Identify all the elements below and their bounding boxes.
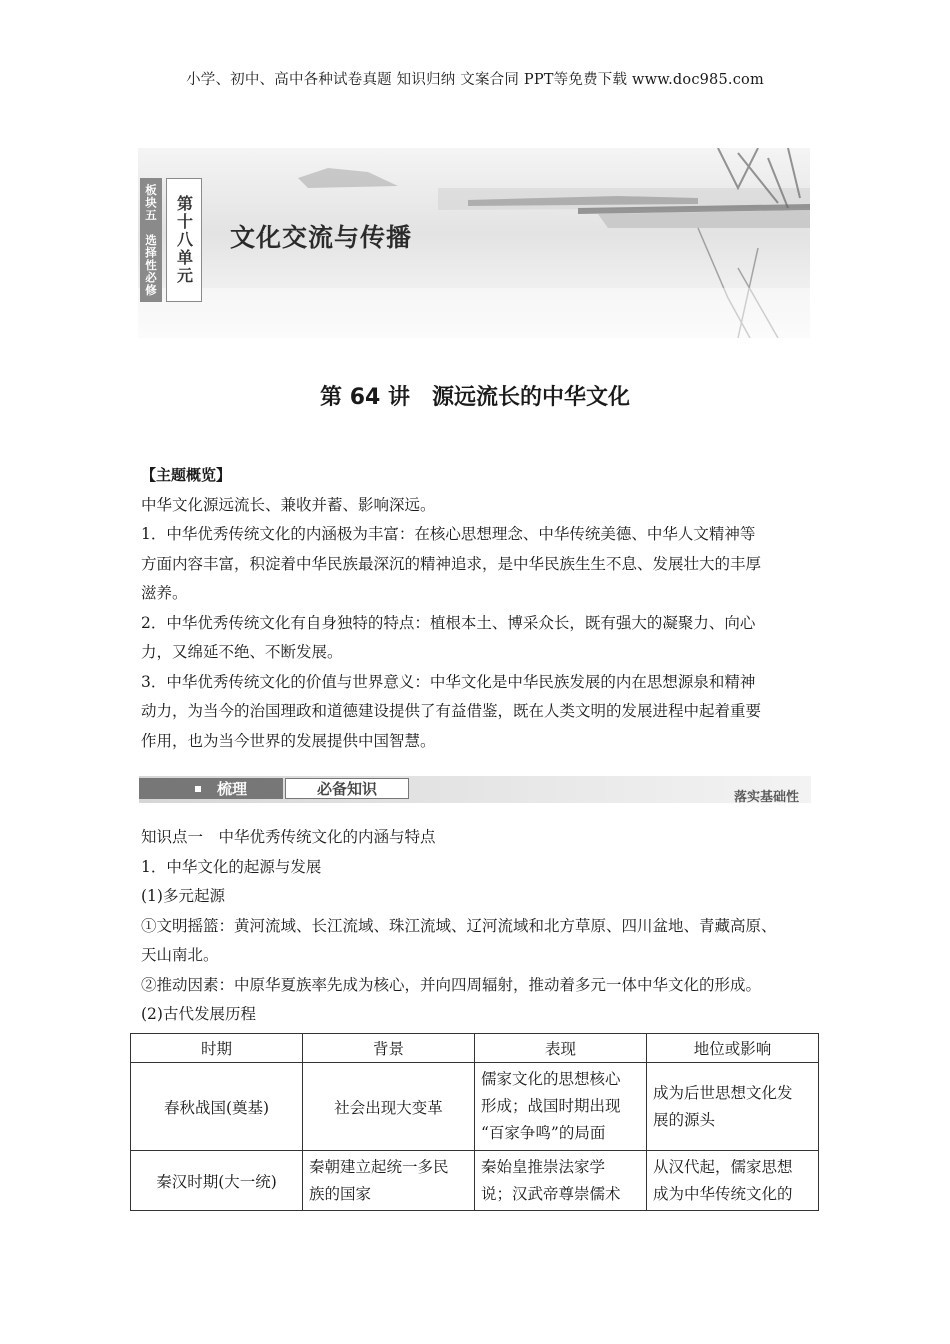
unit-label: 第十八单元 [166,178,202,302]
square-bullet-icon [195,786,201,792]
table-cell [303,1151,475,1211]
knowledge-line: ①文明摇篮：黄河流域、长江流域、珠江流域、辽河流域和北方草原、四川盆地、青藏高原、 [141,916,777,935]
cell-line: 展的源头 [653,1110,716,1129]
knowledge-line: 天山南北。 [141,946,219,964]
overview-line: 作用，也为当今世界的发展提供中国智慧。 [141,731,436,750]
knowledge-line: (1)多元起源 [141,887,225,905]
cell-line: 秦朝建立起统一多民 [309,1157,449,1176]
table-header: 地位或影响 [647,1034,819,1063]
cell-line: 从汉代起，儒家思想 [653,1157,793,1176]
overview-section [141,461,821,756]
unit-title: 文化交流与传播 [230,223,413,252]
overview-line: 滋养。 [141,584,188,602]
overview-line: 方面内容丰富，积淀着中华民族最深沉的精神追求，是中华民族生生不息、发展壮大的丰厚 [141,554,762,573]
knowledge-section [141,823,821,1030]
knowledge-line: ②推动因素：中原华夏族率先成为核心，并向四周辐射，推动着多元一体中华文化的形成。 [141,975,762,994]
table-cell: 秦汉时期(大一统) [131,1151,303,1211]
cell-line: 族的国家 [309,1184,372,1203]
knowledge-line: (2)古代发展历程 [141,1005,256,1023]
cell-line: 儒家文化的思想核心 [481,1070,621,1088]
section-bar [139,776,811,803]
page-header-line: 小学、初中、高中各种试卷真题 知识归纳 文案合同 PPT等免费下载 www.doc985.com [186,72,764,88]
knowledge-line: 知识点一 中华优秀传统文化的内涵与特点 [141,828,436,846]
table-header-row [131,1034,819,1063]
cell-line: 成为中华传统文化的 [653,1184,793,1203]
cell-line: 秦始皇推崇法家学 [481,1157,606,1176]
table-cell [647,1151,819,1211]
cell-line: 说；汉武帝尊崇儒术 [481,1184,621,1203]
table-header: 背景 [303,1034,475,1063]
section-tag: 板块五 选择性必修 [140,178,162,302]
table-row [131,1063,819,1151]
overview-line: 3．中华优秀传统文化的价值与世界意义：中华文化是中华民族发展的内在思想源泉和精神 [141,672,756,691]
section-bar-light-label: 必备知识 [285,778,409,799]
cell-line: “百家争鸣”的局面 [481,1124,606,1142]
table-cell: 春秋战国(奠基) [131,1063,303,1151]
table-cell [647,1063,819,1151]
overview-line: 2．中华优秀传统文化有自身独特的特点：植根本土、博采众长，既有强大的凝聚力、向心 [141,613,756,632]
section-bar-dark [139,778,283,799]
table-cell [475,1151,647,1211]
overview-heading: 【主题概览】 [141,466,232,484]
table-cell [475,1063,647,1151]
table-row [131,1151,819,1211]
table-header: 时期 [131,1034,303,1063]
cell-line: 形成；战国时期出现 [481,1097,621,1115]
history-table [130,1033,819,1211]
table-cell: 社会出现大变革 [303,1063,475,1151]
cell-line: 成为后世思想文化发 [653,1083,793,1102]
section-bar-dark-label: 梳理 [217,780,248,798]
overview-line: 中华文化源远流长、兼收并蓄、影响深远。 [141,495,436,514]
table-header: 表现 [475,1034,647,1063]
unit-banner [138,148,810,338]
knowledge-line: 1．中华文化的起源与发展 [141,857,322,876]
section-bar-right-label: 落实基础性 [733,790,799,805]
overview-line: 力，又绵延不绝、不断发展。 [141,643,343,661]
overview-line: 1．中华优秀传统文化的内涵极为丰富：在核心思想理念、中华传统美德、中华人文精神等 [141,525,756,543]
lecture-title: 第 64 讲 源远流长的中华文化 [320,385,630,410]
overview-line: 动力，为当今的治国理政和道德建设提供了有益借鉴，既在人类文明的发展进程中起着重要 [141,702,762,720]
